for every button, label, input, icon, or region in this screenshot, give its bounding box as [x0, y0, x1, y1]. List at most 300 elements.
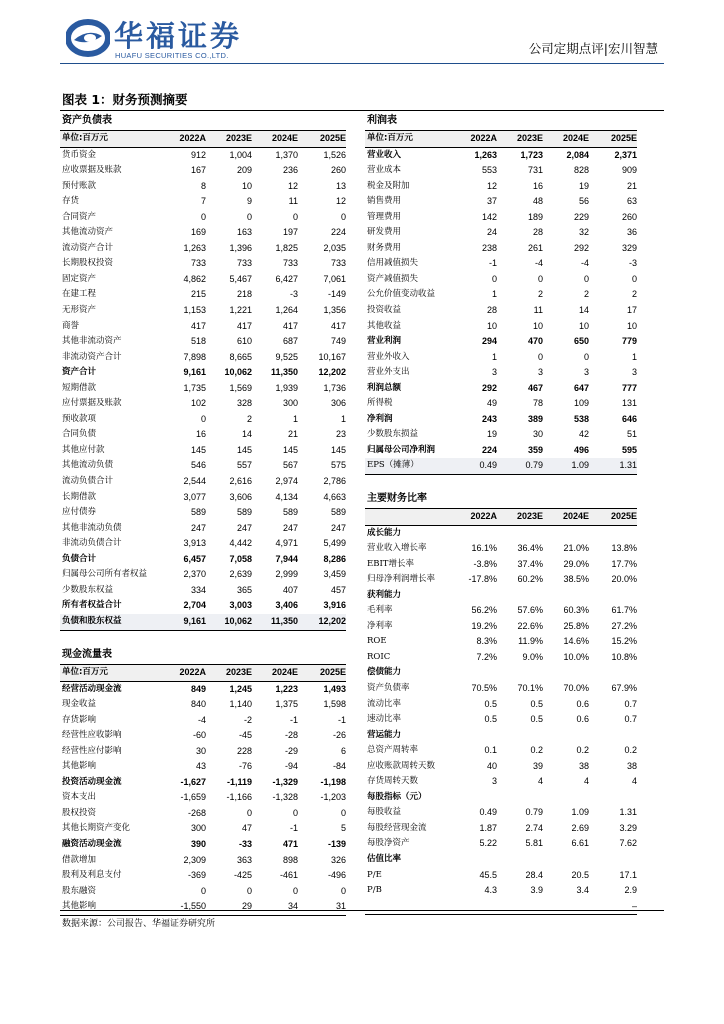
row-label: 所有者权益合计: [62, 600, 122, 611]
row-value: -1,203: [320, 792, 346, 803]
row-label: 存货影响: [62, 714, 97, 725]
row-value: 470: [527, 336, 543, 347]
table-row: [365, 697, 637, 713]
row-value: 0: [583, 273, 589, 284]
row-label: 所得税: [367, 398, 393, 409]
row-value: [497, 899, 543, 915]
row-label: 货币资金: [62, 149, 97, 160]
table-row: [60, 396, 346, 412]
source-divider: [60, 910, 664, 911]
header-unit: 单位:百万元: [62, 667, 108, 677]
row-value: 912: [190, 149, 206, 160]
row-value: 589: [190, 507, 206, 518]
row-value: -1: [337, 714, 346, 725]
row-value: [455, 899, 497, 915]
row-value: -1: [488, 258, 497, 269]
header-year: 2024E: [562, 511, 589, 521]
row-value: 0: [340, 885, 346, 896]
row-value: 7: [200, 196, 206, 207]
row-value: 9,525: [275, 351, 298, 362]
row-value: 7,058: [229, 553, 252, 564]
row-label: 商誉: [62, 320, 80, 331]
header-year: 2025E: [319, 133, 346, 143]
header-year: 2024E: [271, 133, 298, 143]
row-value: 16: [195, 429, 206, 440]
row-value: 2,544: [183, 476, 206, 487]
row-value: -3.8%: [473, 558, 497, 569]
table-row: [60, 381, 346, 397]
row-value: -1,166: [226, 792, 252, 803]
row-value: 1,569: [229, 382, 252, 393]
row-label: 其他影响: [62, 761, 97, 772]
row-value: 29: [241, 901, 252, 912]
row-value: 0: [340, 807, 346, 818]
row-value: 6,457: [183, 553, 206, 564]
row-label: 合同资产: [62, 211, 97, 222]
huafu-logo-icon: [66, 18, 110, 58]
row-value: 17: [626, 305, 637, 316]
row-value: 1.31: [619, 460, 637, 471]
row-value: 169: [190, 227, 206, 238]
row-value: 828: [573, 165, 589, 176]
row-value: [589, 852, 637, 868]
row-value: [589, 665, 637, 681]
table-row: [60, 210, 346, 226]
row-value: 1,375: [275, 699, 298, 710]
row-value: -149: [327, 289, 346, 300]
row-value: 10: [486, 320, 497, 331]
row-value: 650: [573, 336, 589, 347]
row-value: [497, 526, 543, 542]
row-value: 2,084: [566, 149, 589, 160]
row-value: -1,550: [180, 901, 206, 912]
row-value: 733: [190, 258, 206, 269]
row-value: 2,035: [323, 242, 346, 253]
row-value: 8.3%: [476, 636, 497, 647]
row-value: 243: [481, 413, 497, 424]
row-label: 现金收益: [62, 699, 97, 710]
row-value: 0.49: [479, 807, 497, 818]
row-value: 209: [236, 165, 252, 176]
row-value: 36: [626, 227, 637, 238]
table-row: [365, 634, 637, 650]
row-value: -4: [534, 258, 543, 269]
row-value: 595: [621, 444, 637, 455]
row-label: 应收票据及账款: [62, 165, 122, 176]
row-value: 261: [527, 242, 543, 253]
row-value: -29: [284, 745, 298, 756]
table-header-row: [60, 664, 346, 682]
row-value: 218: [236, 289, 252, 300]
row-label: 存货: [62, 196, 80, 207]
row-value: 3,913: [183, 538, 206, 549]
row-value: 731: [527, 165, 543, 176]
row-value: 1,221: [229, 305, 252, 316]
table-row: [365, 868, 637, 884]
row-value: 11,350: [270, 367, 298, 378]
row-value: 0.2: [530, 745, 543, 756]
row-value: -1: [289, 714, 298, 725]
table-row: [365, 541, 637, 557]
row-value: 14.6%: [563, 636, 589, 647]
table-bottom-border: [365, 914, 637, 915]
row-value: 6.61: [571, 838, 589, 849]
row-value: 19: [578, 180, 589, 191]
row-value: -76: [238, 761, 252, 772]
table-row: [60, 287, 346, 303]
row-value: 7,944: [275, 553, 298, 564]
row-value: 21.0%: [563, 543, 589, 554]
row-label: 其他非流动负债: [62, 522, 122, 533]
row-value: 23: [335, 429, 346, 440]
row-value: 2: [537, 289, 543, 300]
row-value: 24: [486, 227, 497, 238]
row-value: 7.62: [619, 838, 637, 849]
row-label: ROE: [367, 636, 387, 647]
row-value: 3.29: [619, 822, 637, 833]
table-row: [365, 225, 637, 241]
table-row: [60, 303, 346, 319]
row-value: 10,167: [318, 351, 346, 362]
row-value: 749: [330, 336, 346, 347]
row-label: 股东融资: [62, 885, 97, 896]
row-label: 融资活动现金流: [62, 839, 122, 850]
row-value: 37.4%: [517, 558, 543, 569]
row-label: 净利率: [367, 620, 393, 631]
row-value: 567: [282, 460, 298, 471]
row-value: 1,493: [323, 683, 346, 694]
row-value: 1.09: [571, 460, 589, 471]
row-value: 898: [282, 854, 298, 865]
table-row: [365, 588, 637, 604]
row-value: 3,406: [275, 600, 298, 611]
row-value: -1,627: [180, 776, 206, 787]
row-label: 资产合计: [62, 367, 97, 378]
row-label: 其他应付款: [62, 444, 105, 455]
row-value: 30: [195, 745, 206, 756]
row-value: -94: [284, 761, 298, 772]
row-value: [497, 852, 543, 868]
row-value: 8,286: [323, 553, 346, 564]
table-row: [365, 303, 637, 319]
row-value: 4,442: [229, 538, 252, 549]
table-row: [365, 899, 637, 915]
row-value: 0.2: [624, 745, 637, 756]
row-value: 0: [537, 351, 543, 362]
row-value: -17.8%: [468, 574, 497, 585]
row-value: 294: [481, 336, 497, 347]
row-value: 300: [282, 398, 298, 409]
row-value: 260: [330, 165, 346, 176]
row-value: [497, 728, 543, 744]
table-title: 利润表: [367, 115, 397, 126]
row-value: -45: [238, 730, 252, 741]
logo-subtext: HUAFU SECURITIES CO.,LTD.: [115, 51, 229, 60]
table-row: [365, 712, 637, 728]
row-label: 销售费用: [367, 196, 402, 207]
row-label: 长期股权投资: [62, 258, 114, 269]
row-label: 其他流动负债: [62, 460, 114, 471]
row-value: 2,309: [183, 854, 206, 865]
row-value: 131: [621, 398, 637, 409]
row-value: 5: [340, 823, 346, 834]
row-value: 3,916: [323, 600, 346, 611]
row-value: 1,263: [183, 242, 206, 253]
row-value: 1,356: [323, 305, 346, 316]
row-value: 733: [236, 258, 252, 269]
table-row: [365, 526, 637, 542]
row-label: EBIT增长率: [367, 558, 414, 569]
table-row: [60, 350, 346, 366]
row-value: 48: [532, 196, 543, 207]
table-row: [365, 319, 637, 335]
row-value: 417: [236, 320, 252, 331]
row-value: 228: [236, 745, 252, 756]
row-label: 负债合计: [62, 553, 97, 564]
row-value: 3.9: [530, 885, 543, 896]
row-value: 28: [486, 305, 497, 316]
row-value: -425: [233, 870, 252, 881]
table-row: [60, 521, 346, 537]
row-value: 4: [631, 776, 637, 787]
row-value: 40: [486, 760, 497, 771]
report-type: 公司定期点评|宏川智慧: [528, 41, 658, 56]
table-header-row: [365, 508, 637, 526]
row-value: 142: [481, 211, 497, 222]
table-row: [365, 272, 637, 288]
row-value: 575: [330, 460, 346, 471]
row-value: 25.8%: [563, 620, 589, 631]
row-label: 流动比率: [367, 698, 402, 709]
header-year: 2022A: [179, 133, 206, 143]
table-row: [365, 443, 637, 459]
row-value: 34: [287, 901, 298, 912]
row-value: 3,003: [229, 600, 252, 611]
row-value: 12: [486, 180, 497, 191]
row-value: 389: [527, 413, 543, 424]
table-row: [60, 505, 346, 521]
row-value: 329: [621, 242, 637, 253]
row-label: 长期借款: [62, 491, 97, 502]
row-value: [543, 665, 589, 681]
row-value: 30: [532, 429, 543, 440]
row-value: 2: [246, 413, 252, 424]
table-row: [365, 665, 637, 681]
row-value: [589, 790, 637, 806]
row-label: 其他长期资产变化: [62, 823, 131, 834]
row-value: 4,663: [323, 491, 346, 502]
row-label: 预收款项: [62, 413, 97, 424]
row-value: 2,616: [229, 476, 252, 487]
row-label: 毛利率: [367, 605, 393, 616]
row-value: -1,659: [180, 792, 206, 803]
row-value: 0.2: [576, 745, 589, 756]
row-label: 净利润: [367, 413, 393, 424]
logo-text: 华福证券: [114, 19, 243, 53]
row-value: -60: [192, 730, 206, 741]
table-row: [60, 458, 346, 474]
row-value: 0.7: [624, 714, 637, 725]
row-value: 63: [626, 196, 637, 207]
table-title: 主要财务比率: [367, 493, 427, 504]
row-label: 应付债券: [62, 507, 97, 518]
row-value: 1,264: [275, 305, 298, 316]
row-value: 2,786: [323, 476, 346, 487]
table-row: [60, 552, 346, 568]
table-row: [365, 412, 637, 428]
row-value: 2,704: [183, 600, 206, 611]
row-value: 20.0%: [611, 574, 637, 585]
table-row: [365, 210, 637, 226]
table-row: [60, 148, 346, 164]
header-year: 2022A: [470, 133, 497, 143]
row-value: 2,974: [275, 476, 298, 487]
row-value: 19.2%: [471, 620, 497, 631]
row-label: 预付账款: [62, 180, 97, 191]
row-value: 1,223: [275, 683, 298, 694]
row-label: P/E: [367, 869, 382, 880]
row-value: 7,898: [183, 351, 206, 362]
row-value: 28: [532, 227, 543, 238]
row-value: 12,202: [318, 367, 346, 378]
row-value: 13.8%: [611, 543, 637, 554]
row-value: 51: [626, 429, 637, 440]
row-value: -268: [187, 807, 206, 818]
row-value: 10: [626, 320, 637, 331]
row-value: 546: [190, 460, 206, 471]
figure-title: 图表 1：财务预测摘要: [62, 92, 188, 107]
row-value: 3: [491, 367, 497, 378]
row-label: 短期借款: [62, 382, 97, 393]
row-value: 1,370: [275, 149, 298, 160]
row-value: 9,161: [183, 615, 206, 626]
row-value: -3: [628, 258, 637, 269]
row-value: 2.69: [571, 822, 589, 833]
row-value: 0: [292, 885, 298, 896]
row-value: -26: [332, 730, 346, 741]
row-value: 1: [491, 289, 497, 300]
row-label: 固定资产: [62, 273, 97, 284]
table-row: [365, 194, 637, 210]
table-bottom-border: [365, 474, 637, 475]
row-value: 21: [287, 429, 298, 440]
table-row: [60, 790, 346, 806]
row-value: 1,004: [229, 149, 252, 160]
row-label: 其他收益: [367, 320, 402, 331]
row-value: [543, 790, 589, 806]
row-value: 32: [578, 227, 589, 238]
row-value: [455, 665, 497, 681]
table-row: [60, 256, 346, 272]
row-value: 467: [527, 382, 543, 393]
header-year: 2024E: [562, 133, 589, 143]
row-value: 42: [578, 429, 589, 440]
row-value: 4: [537, 776, 543, 787]
row-value: 1,598: [323, 699, 346, 710]
table-row: [60, 474, 346, 490]
row-value: [589, 526, 637, 542]
row-value: 145: [190, 444, 206, 455]
row-value: -1,198: [320, 776, 346, 787]
row-value: 0: [200, 885, 206, 896]
row-value: 247: [330, 522, 346, 533]
row-value: 390: [190, 839, 206, 850]
row-label: 信用减值损失: [367, 258, 419, 269]
table-header-row: [365, 130, 637, 148]
row-value: 2.9: [624, 885, 637, 896]
row-value: 224: [330, 227, 346, 238]
figure-divider: [60, 110, 664, 111]
row-label: 归属母公司净利润: [367, 444, 436, 455]
row-value: 1: [631, 351, 637, 362]
row-value: 10: [578, 320, 589, 331]
row-value: 6: [340, 745, 346, 756]
row-value: 0.6: [576, 698, 589, 709]
row-value: 5.81: [525, 838, 543, 849]
row-value: 15.2%: [611, 636, 637, 647]
row-label: 营运能力: [367, 729, 402, 740]
row-value: 417: [190, 320, 206, 331]
row-label: 每股收益: [367, 807, 402, 818]
balance-sheet-table: [60, 112, 346, 631]
row-value: 3: [537, 367, 543, 378]
row-label: 经营性应收影响: [62, 730, 122, 741]
table-row: [365, 381, 637, 397]
row-label: 投资收益: [367, 305, 402, 316]
cash-flow-table: [60, 646, 346, 916]
row-value: 1,526: [323, 149, 346, 160]
row-value: 260: [621, 211, 637, 222]
table-row: [60, 179, 346, 195]
row-value: 47: [241, 823, 252, 834]
row-value: [589, 728, 637, 744]
row-value: 733: [282, 258, 298, 269]
row-value: 1,735: [183, 382, 206, 393]
row-value: -1,119: [226, 776, 252, 787]
row-value: 19: [486, 429, 497, 440]
row-value: 10: [241, 180, 252, 191]
row-value: 4: [583, 776, 589, 787]
row-label: 利润总额: [367, 382, 402, 393]
row-value: 102: [190, 398, 206, 409]
row-value: 1,939: [275, 382, 298, 393]
row-value: 417: [330, 320, 346, 331]
row-value: 12,202: [318, 615, 346, 626]
row-label: 借款增加: [62, 854, 97, 865]
row-value: 0.79: [525, 807, 543, 818]
row-value: -1,328: [272, 792, 298, 803]
row-value: -1: [289, 823, 298, 834]
row-value: 0: [631, 273, 637, 284]
row-value: 70.5%: [471, 683, 497, 694]
row-value: 7,061: [323, 273, 346, 284]
row-label: 营业利润: [367, 336, 402, 347]
row-value: -4: [580, 258, 589, 269]
header-year: 2025E: [610, 511, 637, 521]
row-value: 4.3: [484, 885, 497, 896]
row-value: 417: [282, 320, 298, 331]
table-row: [365, 287, 637, 303]
table-row: [60, 567, 346, 583]
row-value: -3: [289, 289, 298, 300]
row-value: 11: [533, 305, 543, 316]
row-value: 215: [190, 289, 206, 300]
row-value: 145: [282, 444, 298, 455]
row-value: 4,971: [275, 538, 298, 549]
row-value: [455, 526, 497, 542]
row-label: 每股净资产: [367, 838, 410, 849]
row-value: 70.1%: [517, 683, 543, 694]
